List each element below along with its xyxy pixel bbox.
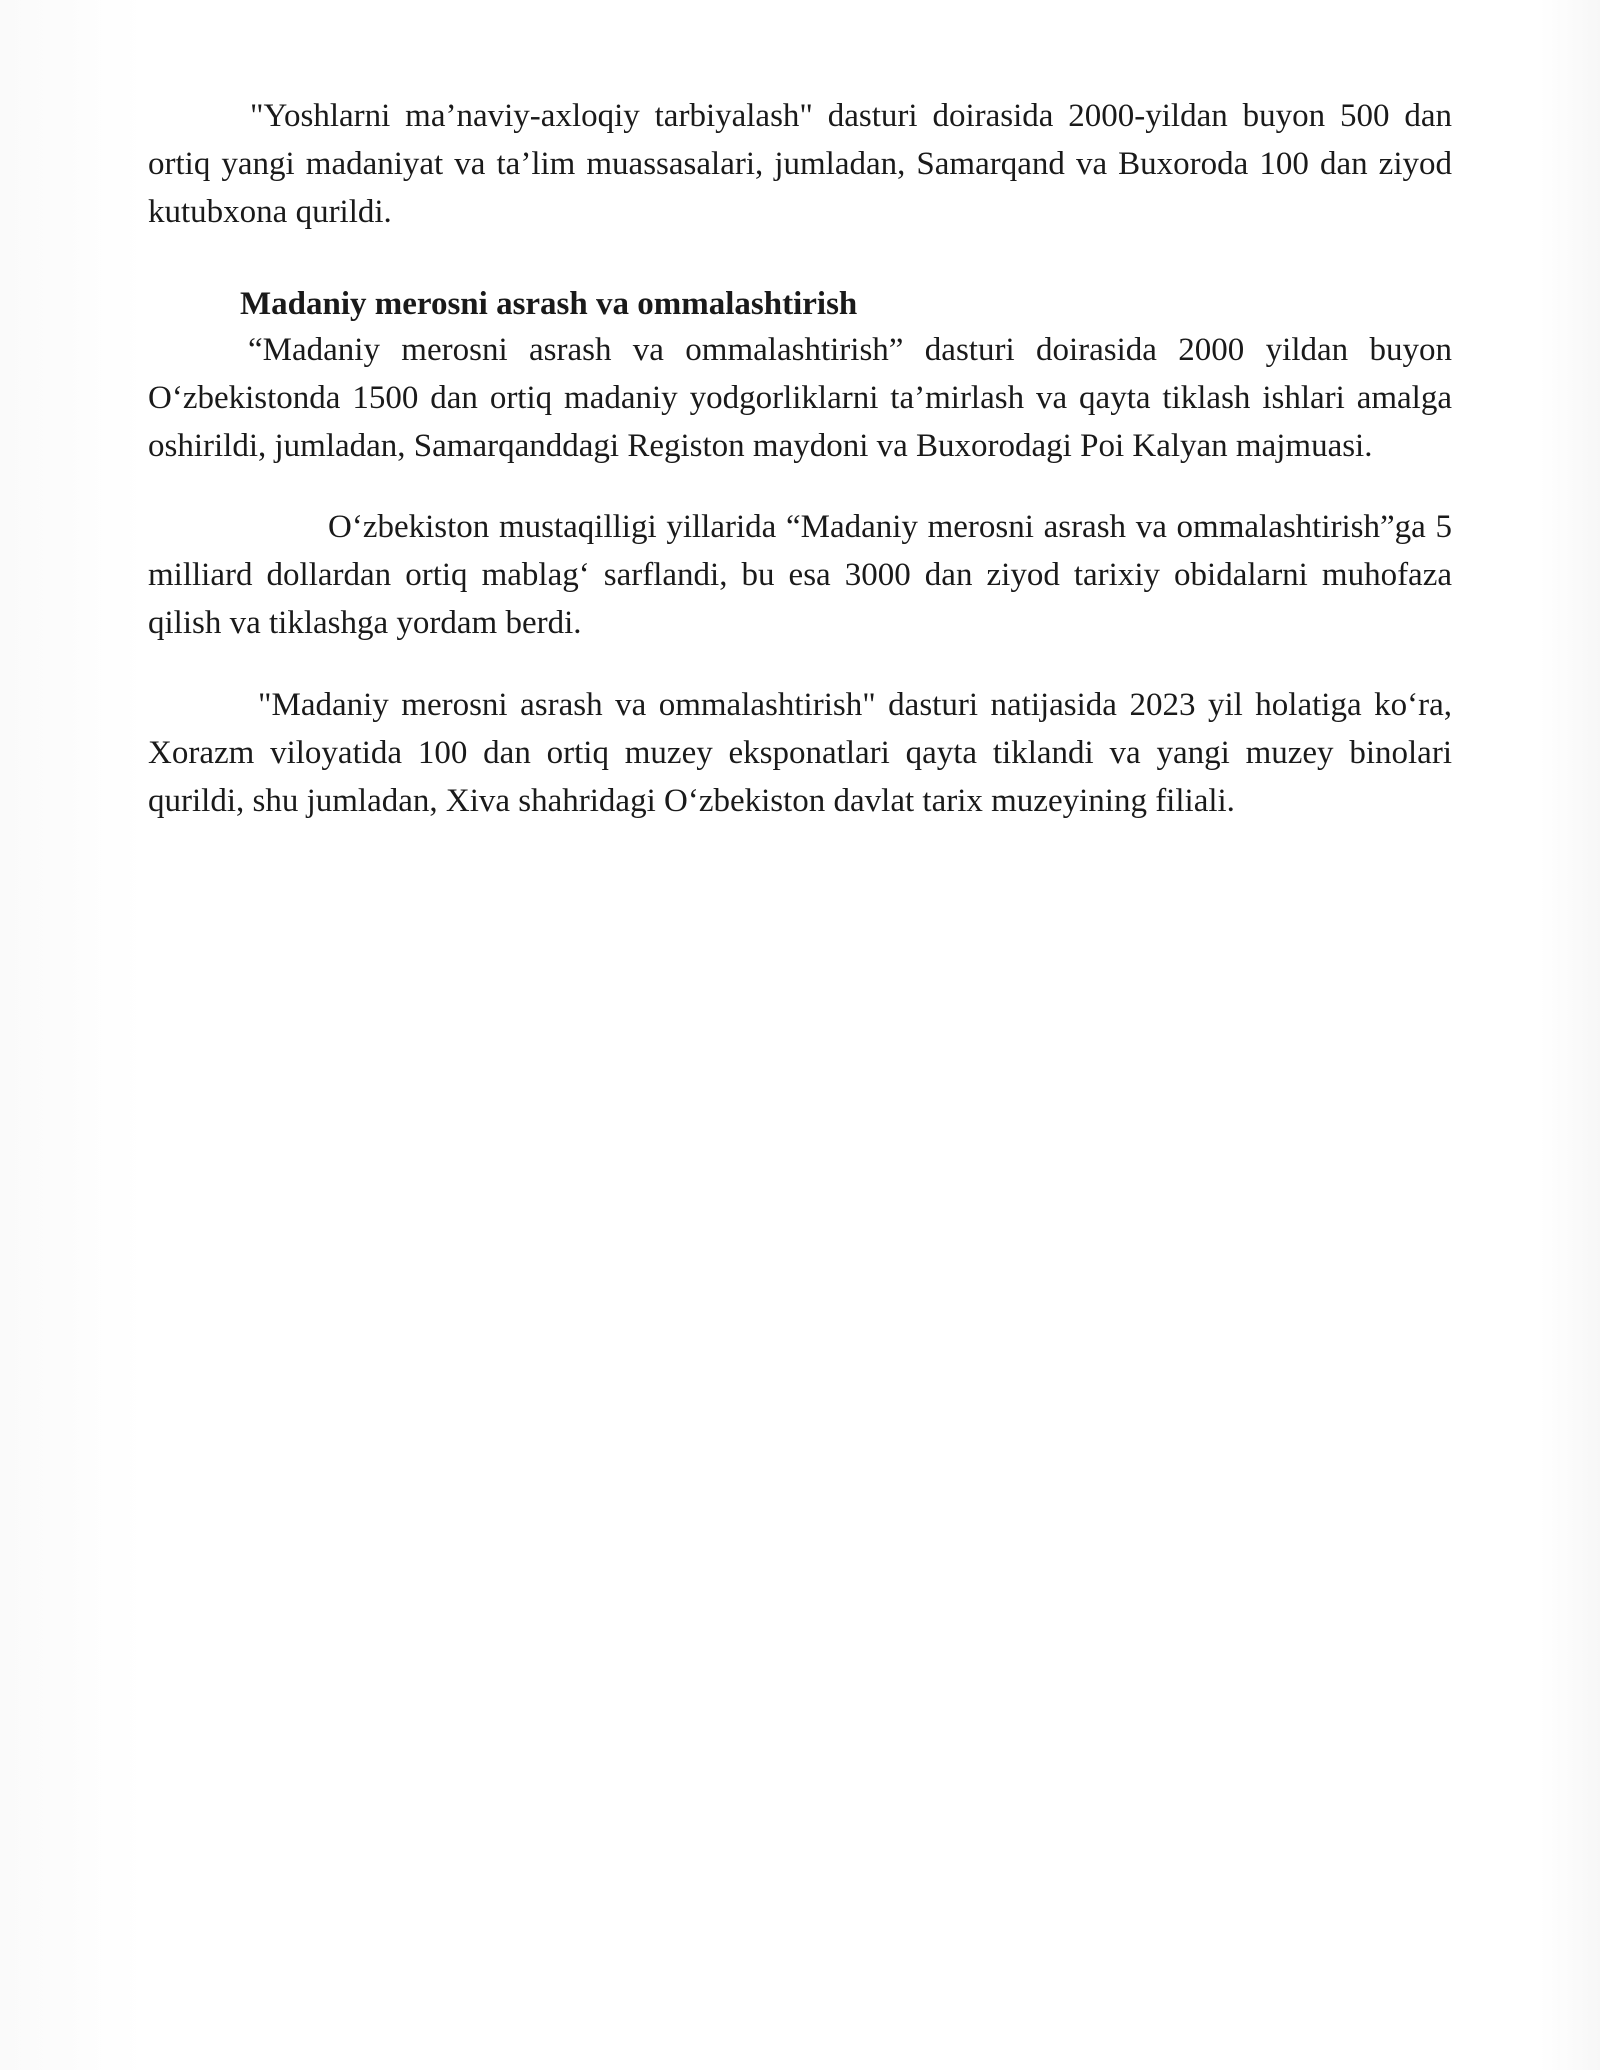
scan-edge-right bbox=[1540, 0, 1600, 2070]
paragraph-heritage-funding: O‘zbekiston mustaqilligi yillarida “Madaniy merosni asrash va ommalashtirish”ga 5 milliard dollardan ortiq mablag‘ sarflandi, bu esa 3000 dan ziyod tarixiy obidalarni muhofaza qilish va tiklashga yordam berdi. bbox=[148, 509, 1452, 641]
section-heading: Madaniy merosni asrash va ommalashtirish bbox=[240, 286, 858, 322]
paragraph-youth-education: "Yoshlarni ma’naviy-axloqiy tarbiyalash" dasturi doirasida 2000-yildan buyon 500 dan ortiq yangi madaniyat va ta’lim muassasalari, jumladan, Samarqand va Buxoroda 100 dan ziyod kutubxona qurildi. bbox=[148, 98, 1452, 230]
paragraph-heritage-restoration: “Madaniy merosni asrash va ommalashtirish” dasturi doirasida 2000 yildan buyon O‘zbekistonda 1500 dan ortiq madaniy yodgorliklarni ta’mirlash va qayta tiklash ishlari amalga oshirildi, jumladan, Samarqanddagi Registon maydoni va Buxorodagi Poi Kalyan majmuasi. bbox=[148, 332, 1452, 464]
paragraph-khorezm-museums: "Madaniy merosni asrash va ommalashtirish" dasturi natijasida 2023 yil holatiga ko‘ra, Xorazm viloyatida 100 dan ortiq muzey eksponatlari qayta tiklandi va yangi muzey binolari qurildi, shu jumladan, Xiva shahridagi O‘zbekiston davlat tarix muzeyining filiali. bbox=[148, 687, 1452, 819]
scan-edge-left bbox=[0, 0, 145, 2070]
document-body bbox=[148, 92, 1452, 825]
